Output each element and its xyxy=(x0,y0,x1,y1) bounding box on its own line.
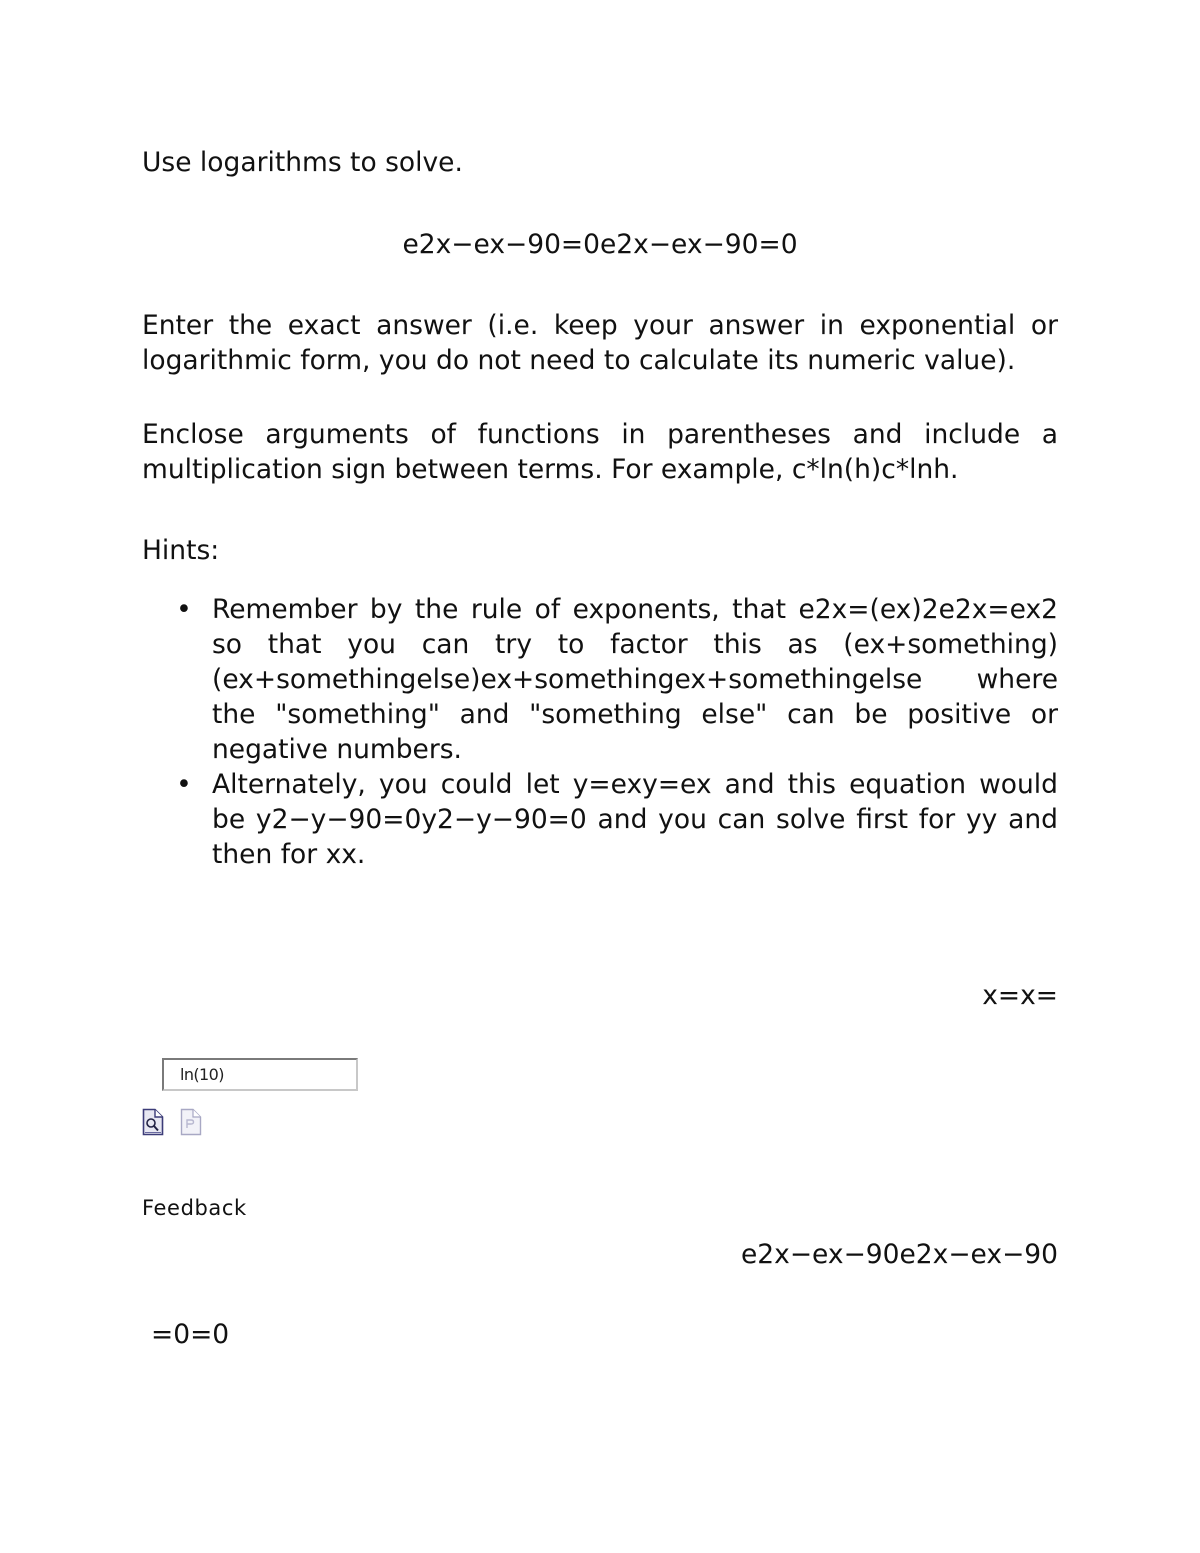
hint-text: Remember by the rule of exponents, that e2x=(ex)2e2x=ex2 so that you can try to factor this as (ex+something)(ex+somethingelse)ex+somethingex+somethingelse where the "something" and "something else" can be positive or negative numbers. xyxy=(212,594,1058,765)
instruction-text: Use logarithms to solve. xyxy=(142,147,463,178)
bullet-icon: • xyxy=(176,769,192,800)
preview-document-icon[interactable] xyxy=(142,1108,164,1136)
bullet-icon: • xyxy=(176,594,192,625)
hints-list xyxy=(142,592,1058,872)
directions-text: Enter the exact answer (i.e. keep your answer in exponential or logarithmic form, you do not need to calculate its numeric value). xyxy=(142,310,1058,376)
format-note-text: Enclose arguments of functions in parentheses and include a multiplication sign between terms. For example, c*ln(h)c*lnh. xyxy=(142,419,1058,485)
answer-label: x=x= xyxy=(982,980,1058,1011)
hint-text: Alternately, you could let y=exy=ex and this equation would be y2−y−90=0y2−y−90=0 and you can solve first for yy and then for xx. xyxy=(212,769,1058,870)
hint-item xyxy=(142,592,1058,767)
document-icon xyxy=(180,1108,202,1136)
feedback-equation-right: =0=0 xyxy=(151,1319,230,1350)
feedback-equation-left: e2x−ex−90e2x−ex−90 xyxy=(741,1239,1058,1270)
feedback-heading: Feedback xyxy=(142,1196,247,1220)
hint-item xyxy=(142,767,1058,872)
hints-heading: Hints: xyxy=(142,535,220,566)
problem-equation: e2x−ex−90=0e2x−ex−90=0 xyxy=(402,229,798,260)
answer-input[interactable] xyxy=(162,1058,358,1091)
question-page xyxy=(142,0,1058,1553)
